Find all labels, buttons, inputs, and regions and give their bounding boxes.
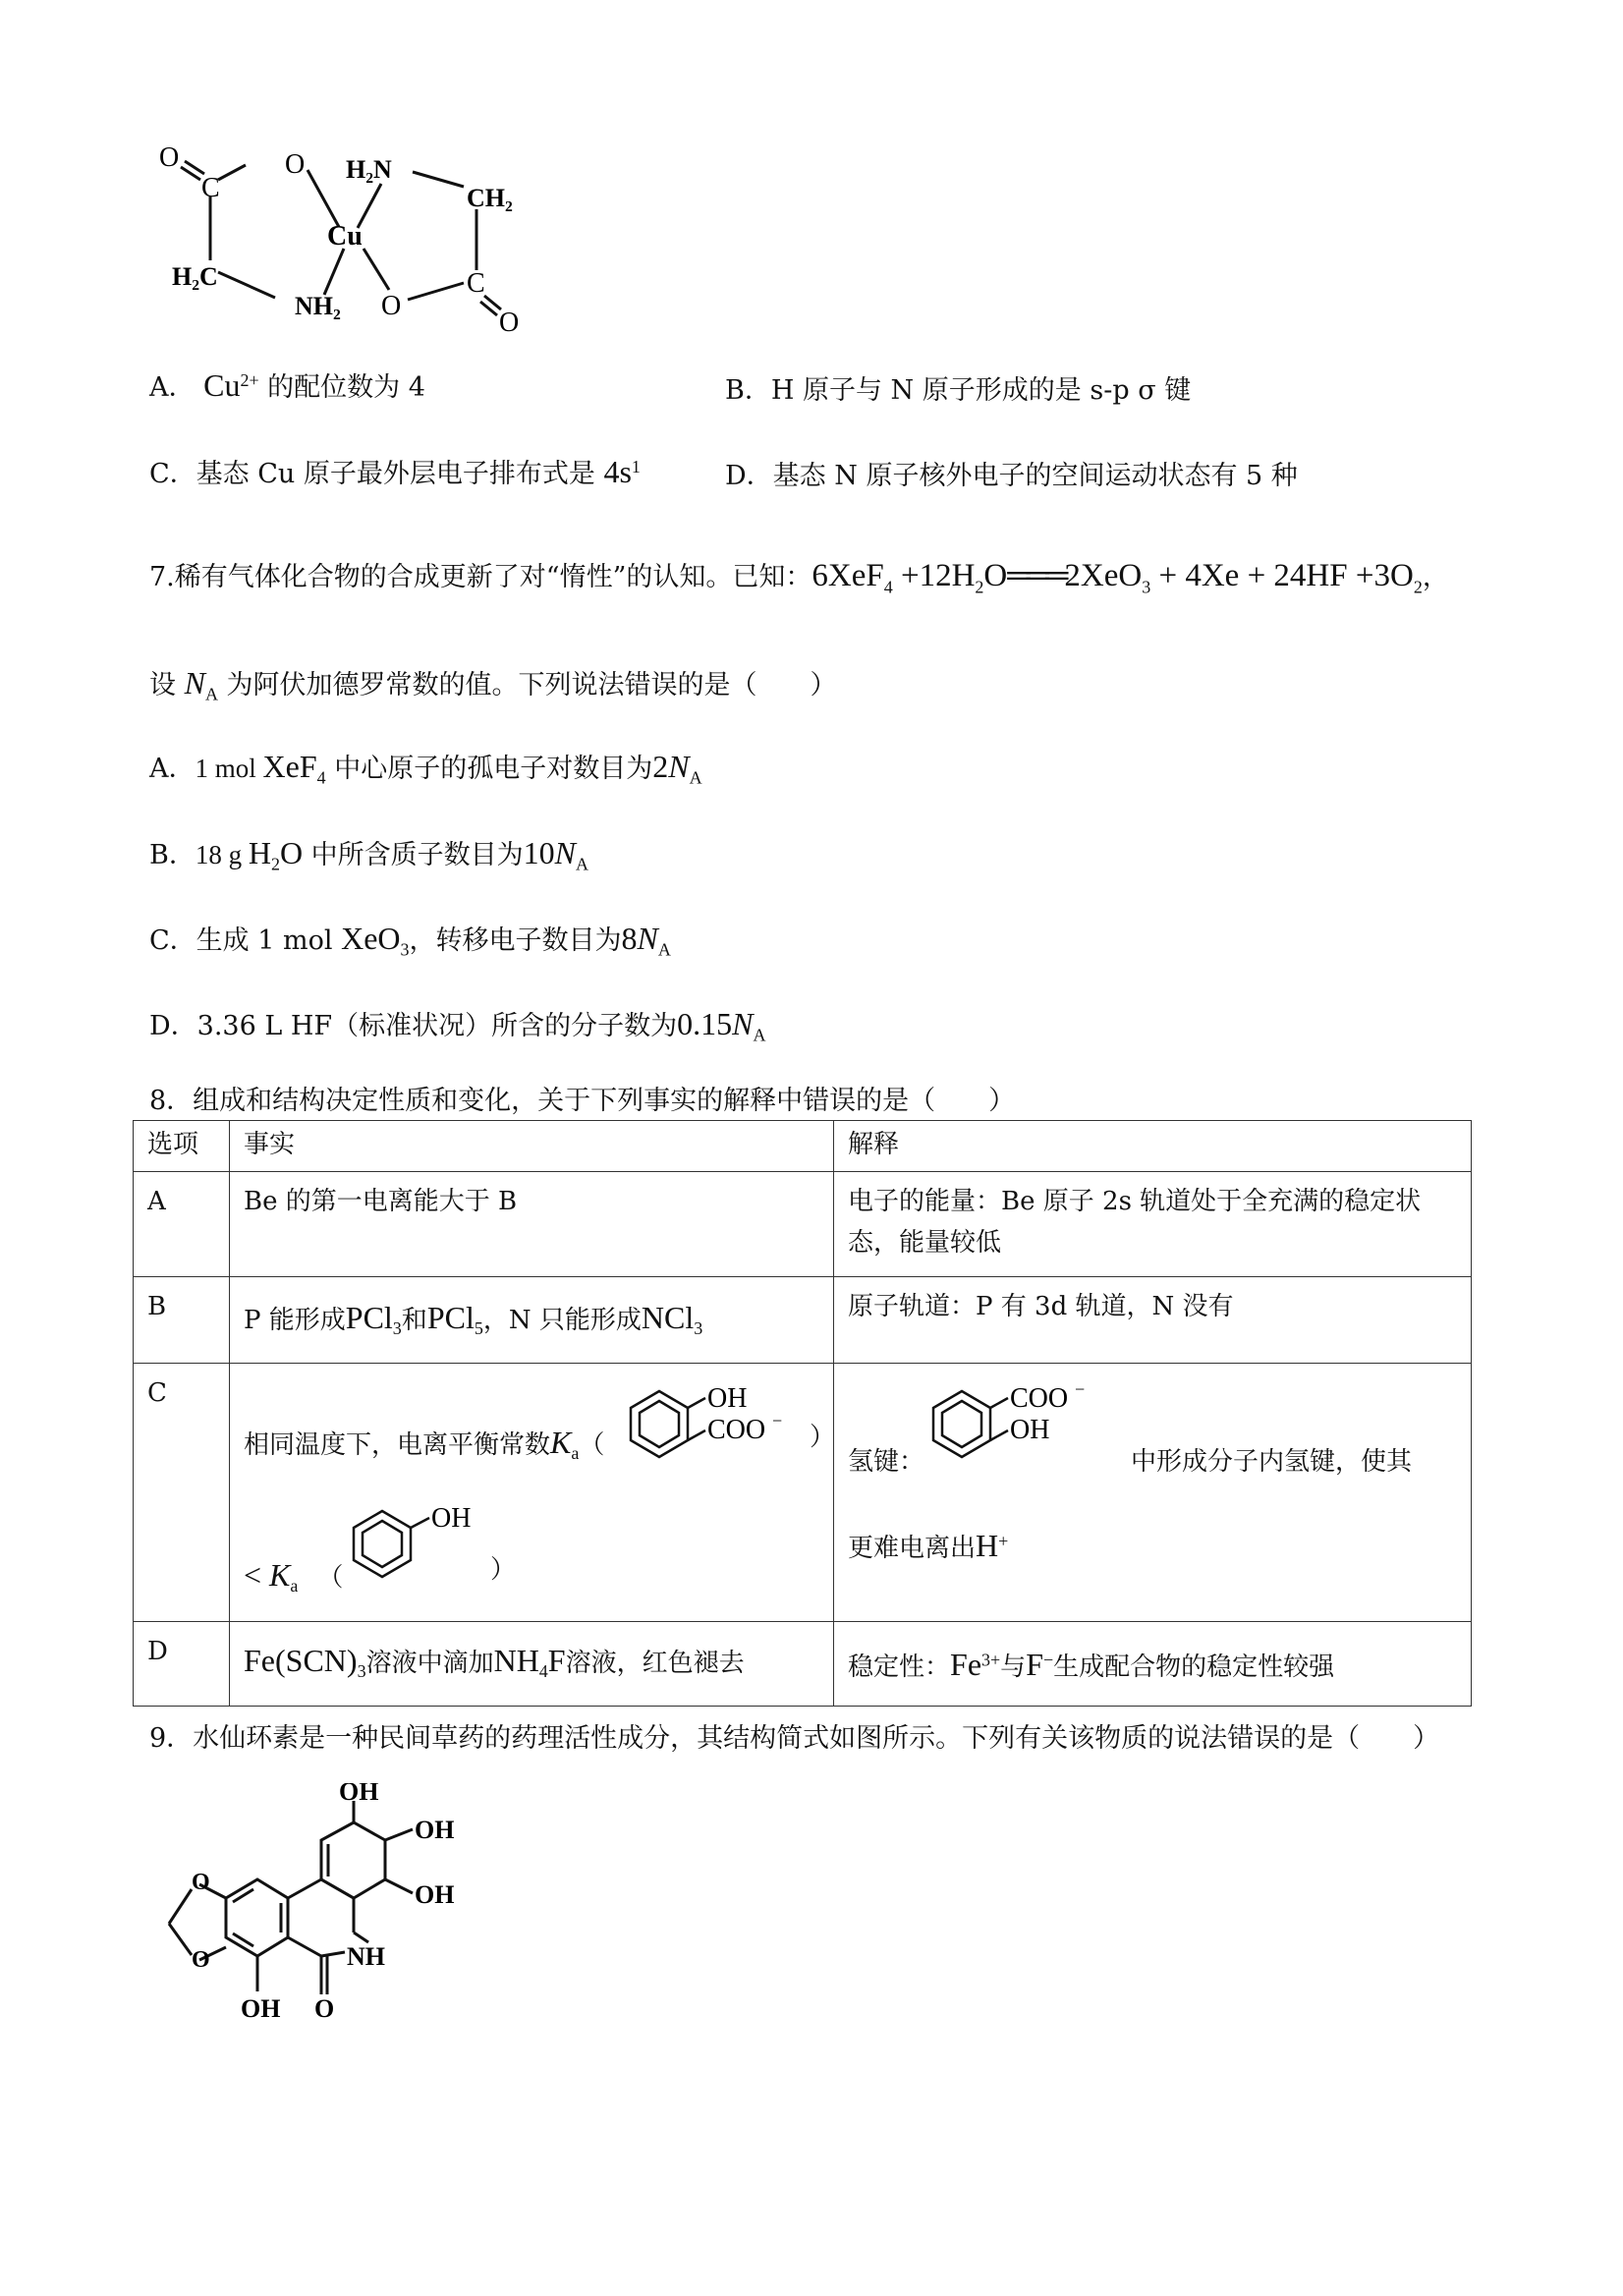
option-label: B． <box>725 375 771 406</box>
svg-text:OH: OH <box>1010 1415 1050 1445</box>
option-label: D． <box>725 461 773 491</box>
row-key: D <box>134 1622 230 1707</box>
option-label: C． <box>149 459 196 489</box>
atom-c: C <box>201 173 220 203</box>
svg-text:OH: OH <box>241 1994 281 2023</box>
superscript: 2+ <box>240 370 259 390</box>
svg-text:COO: COO <box>1010 1383 1069 1414</box>
superscript: 1 <box>631 457 641 476</box>
q8-table <box>133 1120 1472 1707</box>
option-text: H 原子与 N 原子形成的是 s-p σ 键 <box>770 375 1192 406</box>
atom-h2c: H₂C <box>172 262 218 291</box>
svg-text:OH: OH <box>707 1383 748 1414</box>
header-cell: 解释 <box>834 1121 1472 1172</box>
copper-glycinate-structure <box>147 133 550 344</box>
atom-o: O <box>159 142 180 173</box>
row-explanation: 电子的能量：Be 原子 2s 轨道处于全充满的稳定状态，能量较低 <box>834 1172 1472 1277</box>
svg-text:O: O <box>192 1947 210 1973</box>
q7-stem-line1: 7.稀有气体化合物的合成更新了对“惰性”的认知。已知：$6XeF_4 +12H_2O═══2XeO_3 + 4Xe + 24HF +3O_2$， <box>149 558 1449 597</box>
svg-text:OH: OH <box>415 1816 455 1844</box>
option-label: A． <box>149 372 196 403</box>
atom-nh2: NH₂ <box>295 292 341 320</box>
stem-text: 7.稀有气体化合物的合成更新了对“惰性”的认知。已知： <box>149 562 812 592</box>
table-row[interactable] <box>134 1364 1472 1622</box>
atom-o: O <box>381 291 402 321</box>
q7-option-c[interactable]: C．生成 1 mol XeO$_3$，转移电子数目为$8N_A$ <box>149 921 671 960</box>
atom-c: C <box>467 268 485 299</box>
q6-option-b[interactable] <box>725 368 1191 407</box>
row-key: C <box>134 1364 230 1622</box>
header-cell: 事实 <box>230 1121 834 1172</box>
q7-stem-line2: 设 $N_A$ 为阿伏加德罗常数的值。下列说法错误的是（ ） <box>149 665 837 704</box>
table-header-row <box>134 1121 1472 1172</box>
svg-text:O: O <box>314 1994 335 2023</box>
table-row[interactable] <box>134 1277 1472 1364</box>
option-text: 基态 N 原子核外电子的空间运动状态有 5 种 <box>772 461 1298 491</box>
row-fact: 相同温度下，电离平衡常数$K_a$（ OH COO − ） < $K_a$ （ OH ） <box>230 1364 834 1622</box>
row-key: A <box>134 1172 230 1277</box>
phenol-structure <box>343 1501 490 1585</box>
row-explanation: 稳定性：$Fe^{3+}$与F−生成配合物的稳定性较强 <box>834 1622 1472 1707</box>
svg-text:NH: NH <box>347 1942 385 1971</box>
svg-text:−: − <box>1075 1381 1086 1399</box>
svg-text:OH: OH <box>415 1880 455 1909</box>
salicylate-structure <box>625 1381 807 1465</box>
atom-cu: Cu <box>327 221 363 252</box>
row-key: B <box>134 1277 230 1364</box>
row-explanation: 氢键： COO − OH 中形成分子内氢键，使其 更难电离出H+ <box>834 1364 1472 1622</box>
atom-o: O <box>499 308 520 338</box>
narciclasine-structure <box>147 1783 481 2039</box>
row-fact: $Fe(SCN)_3$溶液中滴加$NH_4F$溶液，红色褪去 <box>230 1622 834 1707</box>
q6-option-d[interactable] <box>725 454 1298 492</box>
q8-stem: 8．组成和结构决定性质和变化，关于下列事实的解释中错误的是（ ） <box>149 1086 1016 1116</box>
formula: Cu <box>203 367 241 403</box>
row-explanation: 原子轨道：P 有 3d 轨道，N 没有 <box>834 1277 1472 1364</box>
q7-option-a[interactable]: A．1 mol XeF$_4$ 中心原子的孤电子对数目为$2N_A$ <box>149 749 702 788</box>
row-fact: P 能形成PCl$_3$和PCl$_5$，N 只能形成NCl$_3$ <box>230 1277 834 1364</box>
q7-option-d[interactable]: D．3.36 L HF（标准状况）所含的分子数为$0.15N_A$ <box>149 1006 766 1045</box>
atom-h2n: H₂N <box>346 155 392 184</box>
formula: 4s <box>603 454 632 489</box>
svg-text:OH: OH <box>431 1503 472 1534</box>
svg-text:−: − <box>772 1411 783 1430</box>
atom-o: O <box>285 149 306 180</box>
option-text: 的配位数为 4 <box>258 372 425 403</box>
q7-option-b[interactable]: B．18 g $H_2O$ 中所含质子数目为$10N_A$ <box>149 835 588 874</box>
reaction-equation: $6XeF_4 +12H_2O═══2XeO_3 + 4Xe + 24HF +3O_2$ <box>812 558 1423 597</box>
svg-text:COO: COO <box>707 1415 766 1445</box>
header-cell: 选项 <box>134 1121 230 1172</box>
svg-text:O: O <box>192 1870 210 1895</box>
svg-text:OH: OH <box>339 1783 379 1806</box>
table-row[interactable] <box>134 1172 1472 1277</box>
q9-stem: 9．水仙环素是一种民间草药的药理活性成分，其结构简式如图所示。下列有关该物质的说法错误的是（ ） <box>149 1723 1440 1754</box>
row-fact: Be 的第一电离能大于 B <box>230 1172 834 1277</box>
q6-option-a[interactable] <box>149 365 425 404</box>
avogadro-symbol: N <box>184 665 205 700</box>
table-row[interactable] <box>134 1622 1472 1707</box>
atom-ch2: CH₂ <box>467 184 513 212</box>
salicylate-hbond-structure <box>927 1381 1109 1465</box>
option-text: 基态 Cu 原子最外层电子排布式是 <box>196 459 604 489</box>
q6-option-c[interactable] <box>149 452 641 490</box>
